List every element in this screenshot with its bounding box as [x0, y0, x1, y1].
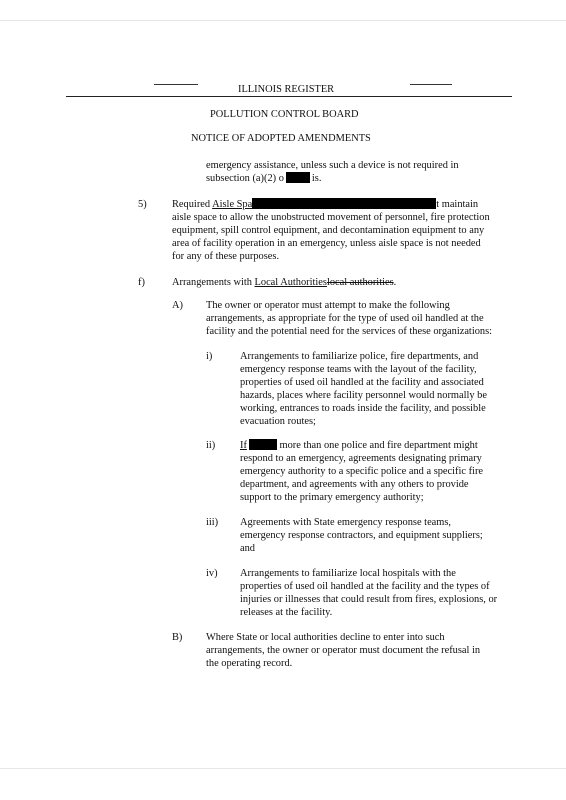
sub-iii-marker: iii): [206, 517, 219, 528]
item-f-marker: f): [138, 277, 145, 288]
register-title: ILLINOIS REGISTER: [238, 84, 335, 95]
item-5-marker: 5): [138, 199, 147, 210]
sub-iv-marker: iv): [206, 568, 218, 579]
sub-i-line-2: emergency response teams with the layout of the facility,: [240, 364, 477, 375]
notice-title: NOTICE OF ADOPTED AMENDMENTS: [191, 133, 371, 144]
item-5-line-4: area of facility operation in an emergency, unless aisle space is not needed: [172, 238, 481, 249]
scan-edge-bottom: [0, 768, 566, 769]
redaction-bar: [249, 439, 277, 450]
redaction-bar: [252, 198, 436, 209]
sub-ii-marker: ii): [206, 440, 216, 451]
sub-i-line-1: Arrangements to familiarize police, fire departments, and: [240, 351, 479, 362]
header-mark-left: [154, 84, 198, 85]
sub-i-line-3: properties of used oil handled at the facility and associated: [240, 377, 484, 388]
item-A-line-1: The owner or operator must attempt to make the following: [206, 300, 450, 311]
item-f-heading: Arrangements with Local Authoritieslocal authorities.: [172, 277, 397, 288]
sub-iv-line-2: properties of used oil handled at the facility and the types of: [240, 581, 490, 592]
sub-iv-line-1: Arrangements to familiarize local hospitals with the: [240, 568, 456, 579]
item-B-line-2: arrangements, the owner or operator must document the refusal in: [206, 645, 481, 656]
item-A-line-2: arrangements, as appropriate for the type of used oil handled at the: [206, 313, 484, 324]
sub-iii-line-1: Agreements with State emergency response teams,: [240, 517, 452, 528]
redaction-bar: [286, 172, 310, 183]
item-5-line-3: equipment, spill control equipment, and decontamination equipment to any: [172, 225, 485, 236]
sub-ii-line-3: emergency authority to a specific police and a specific fire: [240, 466, 484, 477]
sub-iii-line-2: emergency response contractors, and equipment suppliers;: [240, 530, 483, 541]
sub-i-line-6: evacuation routes;: [240, 416, 316, 427]
sub-iv-line-4: releases at the facility.: [240, 607, 333, 618]
sub-ii-line-1: If more than one police and fire department might: [240, 440, 478, 451]
continuation-line-2: subsection (a)(2) o is.: [206, 173, 322, 184]
scan-edge-top: [0, 20, 566, 21]
sub-ii-line-4: department, and agreements with any others to provide: [240, 479, 469, 490]
header-rule: [66, 96, 512, 97]
sub-iii-line-3: and: [240, 543, 256, 554]
sub-ii-line-2: respond to an emergency, agreements designating primary: [240, 453, 482, 464]
board-title: POLLUTION CONTROL BOARD: [210, 109, 359, 120]
item-5-line-2: aisle space to allow the unobstructed movement of personnel, fire protection: [172, 212, 490, 223]
sub-i-line-4: hazards, places where facility personnel would normally be: [240, 390, 487, 401]
item-5-line-1: Required Aisle Spa t maintain: [172, 199, 479, 210]
header-mark-right: [410, 84, 452, 85]
item-A-line-3: facility and the potential need for the services of these organizations:: [206, 326, 493, 337]
item-5-line-5: for any of these purposes.: [172, 251, 280, 262]
item-B-line-1: Where State or local authorities decline to enter into such: [206, 632, 445, 643]
sub-ii-line-5: support to the primary emergency authority;: [240, 492, 424, 503]
item-B-marker: B): [172, 632, 183, 643]
item-A-marker: A): [172, 300, 183, 311]
sub-i-line-5: working, entrances to roads inside the facility, and possible: [240, 403, 486, 414]
sub-iv-line-3: injuries or illnesses that could result from fires, explosions, or: [240, 594, 498, 605]
sub-i-marker: i): [206, 351, 213, 362]
continuation-line-1: emergency assistance, unless such a device is not required in: [206, 160, 459, 171]
item-B-line-3: the operating record.: [206, 658, 293, 669]
